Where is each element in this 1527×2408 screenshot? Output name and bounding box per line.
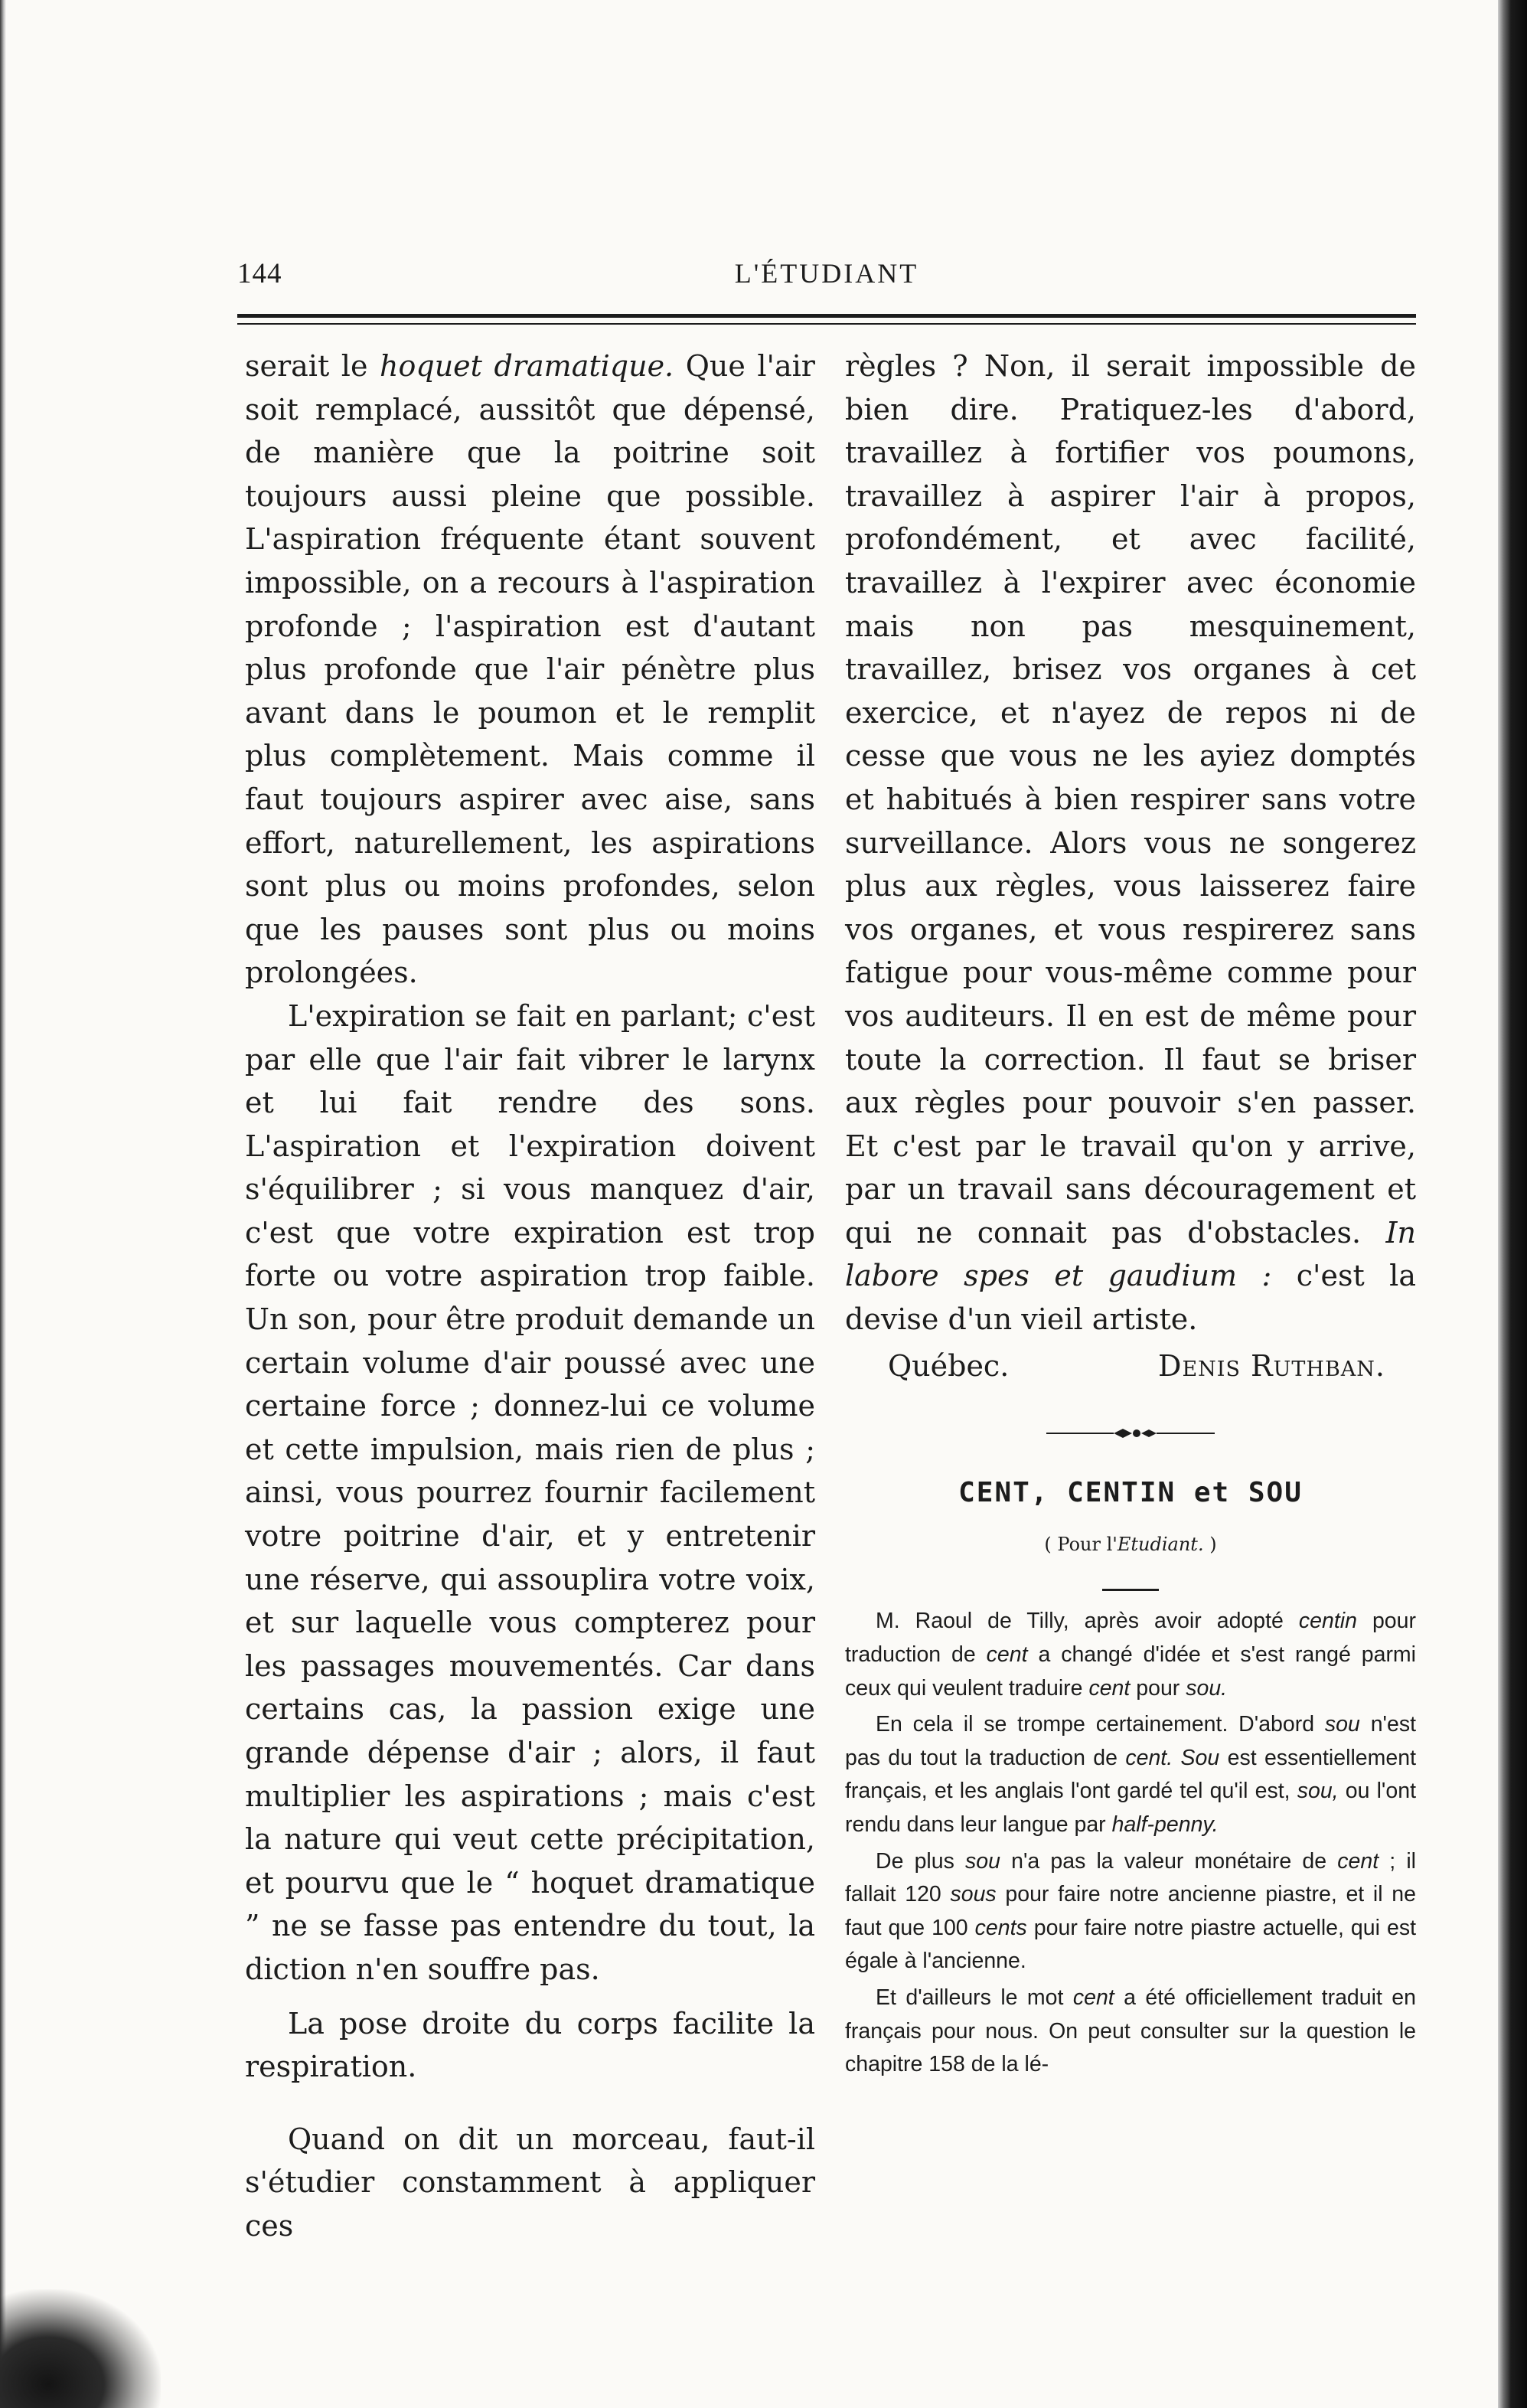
text-run: En cela il se trompe certainement. D'abord (876, 1712, 1325, 1737)
left-paragraph-2: L'expiration se fait en parlant; c'est par elle que l'air fait vibrer le larynx et lui fait rendre des sons. L'aspiration et l'expiration doivent s'équilibrer ; si vous manquez d'air, c'est que votre expiration est trop forte ou votre aspiration trop faible. Un son, pour être produit demande un certain volume d'air poussé avec une certaine force ; donnez-lui ce volume et cette impulsion, mais rien de plus ; ainsi, vous pourrez fournir facilement votre poitrine d'air, et y entretenir une réserve, qui assouplira votre voix, et sur laquelle vous compterez pour les passages mouvementés. Car dans certains cas, la passion exige une grande dépense d'air ; alors, il faut multiplier les aspirations ; mais c'est la nature qui veut cette précipitation, et pourvu que le “ hoquet dramatique ” ne se fasse pas entendre du tout, la diction n'en souffre pas. (245, 998, 815, 1986)
text-run: n'est pas du tout la traduction de (845, 1712, 1417, 1770)
text-run: a été officiellement traduit en français pour nous. On peut consulter sur la question le chapitre 158 de la lé- (845, 1985, 1416, 2077)
text-run: règles ? Non, il serait impossible de bien dire. Pratiquez-les d'abord, travaillez à fortifier vos poumons, travaillez à aspirer l'air à propos, profondément, et avec facilité, travaillez à l'expirer avec économie mais non pas mesquinement, travaillez, brisez vos organes à cet exercice, et n'ayez de repos ni de cesse que vous ne les ayiez domptés et habitués à bien respirer sans votre surveillance. Alors vous ne songerez plus aux règles, vous laisserez faire vos organes, et vous respirerez sans fatigue pour vous-même comme pour vos auditeurs. Il en est de même pour toute la correction. Il faut se briser aux règles pour pouvoir s'en passer. Et c'est par le travail qu'on y arrive, par un travail sans découragement et qui ne connait pas d'obstacles. (845, 349, 1416, 1250)
italic-run: cent. (1125, 1745, 1173, 1770)
italic-run: In labore spes et gaudium : (845, 1215, 1416, 1293)
page-header (237, 257, 1416, 303)
italic-run: Etudiant. (1117, 1533, 1204, 1555)
text-run: n'a pas la valeur monétaire de (1000, 1848, 1338, 1874)
article-paragraph-3 (845, 1845, 1416, 1978)
signature-name: Denis Ruthban. (1157, 1348, 1385, 1383)
text-run: pour traduction de (845, 1609, 1417, 1668)
text-run: pour (1130, 1675, 1186, 1701)
text-run: ) (1203, 1533, 1217, 1555)
binding-spine-shadow (1498, 0, 1527, 2408)
header-rule-thick (237, 314, 1416, 318)
italic-run: sou. (1186, 1675, 1228, 1701)
text-run: pour faire notre ancienne piastre, et il ne faut que 100 (845, 1882, 1416, 1940)
article-paragraph-1 (845, 1605, 1416, 1705)
italic-run: sou (1324, 1712, 1360, 1737)
left-paragraph-3: La pose droite du corps facilite la respiration. (245, 2006, 815, 2084)
article-paragraph-4 (845, 1982, 1416, 2082)
text-run: serait le (245, 349, 380, 383)
text-run: ; il fallait 120 (845, 1848, 1416, 1907)
left-paragraph-1 (245, 345, 815, 995)
italic-run: sou, (1297, 1779, 1339, 1804)
signature-place: Québec. (888, 1348, 1010, 1383)
italic-run: centin (1298, 1609, 1357, 1634)
italic-run: half-penny. (1111, 1812, 1219, 1837)
text-run: M. Raoul de Tilly, après avoir adopté (876, 1609, 1299, 1634)
article-subtitle (845, 1523, 1416, 1567)
left-paragraph-4: Quand on dit un morceau, faut-il s'étudier constamment à appliquer ces (245, 2122, 815, 2243)
right-column (845, 345, 1416, 2082)
journal-title: L'ÉTUDIANT (734, 258, 919, 289)
article-body (845, 1605, 1416, 2081)
italic-run: cent (1088, 1675, 1131, 1701)
left-column (245, 345, 815, 2248)
italic-run: cents (974, 1915, 1027, 1940)
signature-line (845, 1344, 1416, 1388)
article-paragraph-2 (845, 1708, 1416, 1841)
title-short-rule (1102, 1589, 1159, 1591)
page-left-edge (0, 0, 6, 2408)
italic-run: cent (986, 1642, 1028, 1668)
ornament-divider-icon (1046, 1426, 1215, 1441)
page-number: 144 (237, 258, 282, 289)
text-run: De plus (876, 1848, 965, 1874)
text-run: c'est la devise d'un vieil artiste. (845, 1259, 1416, 1337)
text-run: ou l'ont rendu dans leur langue par (845, 1779, 1416, 1837)
italic-run: cent (1072, 1985, 1114, 2010)
italic-run: sou (965, 1848, 1000, 1874)
article-title: CENT, CENTIN et SOU (958, 1477, 1303, 1509)
italic-run: sous (950, 1882, 997, 1907)
header-rule-thin (237, 323, 1416, 325)
right-paragraph-1 (845, 345, 1416, 1341)
text-run: a changé d'idée et s'est rangé parmi ceux qui veulent traduire (845, 1642, 1417, 1701)
italic-run: hoquet dramatique. (380, 349, 674, 383)
text-run (1173, 1746, 1180, 1770)
text-run: ( Pour l' (1044, 1533, 1118, 1555)
text-run: Et d'ailleurs le mot (876, 1985, 1073, 2010)
text-run: est essentiellement français, et les anglais l'ont gardé tel qu'il est, (845, 1745, 1416, 1804)
corner-stain (0, 2289, 161, 2408)
text-run: pour faire notre piastre actuelle, qui est égale à l'ancienne. (845, 1915, 1416, 1974)
italic-run: Sou (1180, 1745, 1220, 1770)
italic-run: cent (1337, 1848, 1379, 1874)
text-run: Que l'air soit remplacé, aussitôt que dépensé, de manière que la poitrine soit toujours aussi pleine que possible. L'aspiration fréquente étant souvent impossible, on a recours à l'aspiration profonde ; l'aspiration est d'autant plus profonde que l'air pénètre plus avant dans le poumon et le remplit plus complètement. Mais comme il faut toujours aspirer avec aise, sans effort, naturellement, les aspirations sont plus ou moins profondes, selon que les pauses sont plus ou moins prolongées. (245, 349, 815, 990)
